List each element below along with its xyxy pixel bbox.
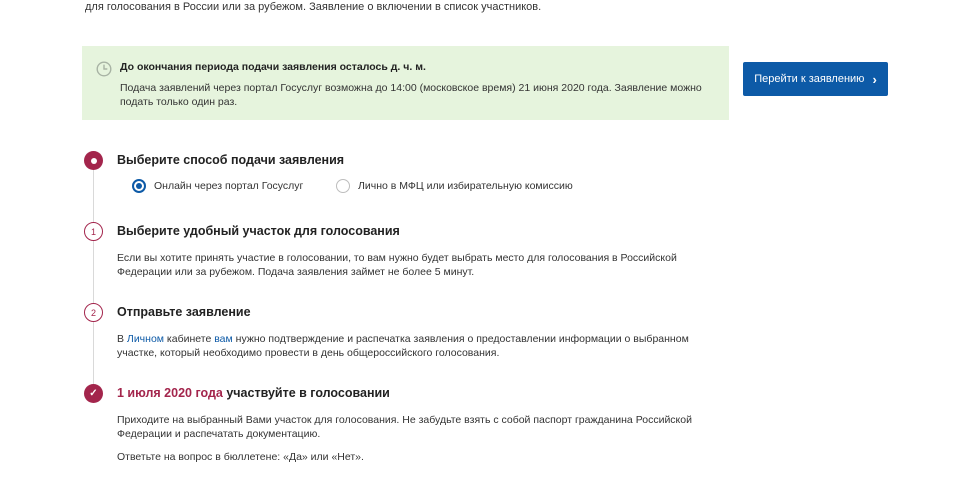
- step-marker-done: [84, 384, 103, 403]
- step-title-vote: 1 июля 2020 года участвуйте в голосовании: [117, 386, 390, 400]
- step-marker-1: 1: [84, 222, 103, 241]
- radio-option-online[interactable]: [132, 178, 303, 194]
- step-marker-2: 2: [84, 303, 103, 322]
- radio-label-in-person: Лично в МФЦ или избирательную комиссию: [358, 180, 573, 192]
- timeline-line: [93, 241, 94, 303]
- radio-option-in-person[interactable]: [336, 178, 573, 194]
- step-text-ballot: Ответьте на вопрос в бюллетене: «Да» или «Нет».: [117, 451, 364, 463]
- radio-label-online: Онлайн через портал Госуслуг: [154, 180, 304, 192]
- intro-text: для голосования в России или за рубежом. Заявление о включении в список участников.: [85, 1, 542, 13]
- notice-title: До окончания периода подачи заявления осталось д. ч. м.: [120, 61, 426, 73]
- you-link[interactable]: вам: [214, 333, 233, 345]
- timeline-line: [93, 170, 94, 222]
- personal-cabinet-link[interactable]: Личном: [126, 333, 165, 345]
- step-marker-active: [84, 151, 103, 170]
- step-title-send-application: Отправьте заявление: [117, 305, 251, 319]
- radio-unselected-icon[interactable]: [336, 179, 350, 193]
- check-icon: ✓: [89, 388, 98, 399]
- step-title-choose-precinct: Выберите удобный участок для голосования: [117, 224, 400, 238]
- step-text-vote: Приходите на выбранный Вами участок для голосования. Не забудьте взять с собой паспорт гражданина Российской Федерации и распечатать документацию.: [117, 414, 692, 440]
- chevron-right-icon: ›: [872, 71, 877, 87]
- deadline-notice: [82, 46, 729, 120]
- notice-text: Подача заявлений через портал Госуслуг возможна до 14:00 (московское время) 21 июня 2020 года. Заявление можно подать только один раз.: [120, 82, 702, 108]
- radio-selected-icon[interactable]: [132, 179, 146, 193]
- step-text-send-application: В Личном кабинете вам нужно подтверждение и распечатка заявления о предоставлении информации о выбранном участке, который необходимо провести в день общероссийского голосования.: [117, 333, 689, 359]
- go-button-label: Перейти к заявлению: [754, 73, 865, 85]
- vote-date: 1 июля 2020 года: [117, 386, 223, 400]
- timeline-line: [93, 322, 94, 384]
- step-text-choose-precinct: Если вы хотите принять участие в голосовании, то вам нужно будет выбрать место для голосования в Российской Федерации или за рубежом. Подача заявления займет не более 5 минут.: [117, 252, 677, 278]
- go-to-application-button[interactable]: [743, 62, 888, 96]
- step-title-method: Выберите способ подачи заявления: [117, 153, 345, 167]
- clock-icon: [96, 61, 112, 77]
